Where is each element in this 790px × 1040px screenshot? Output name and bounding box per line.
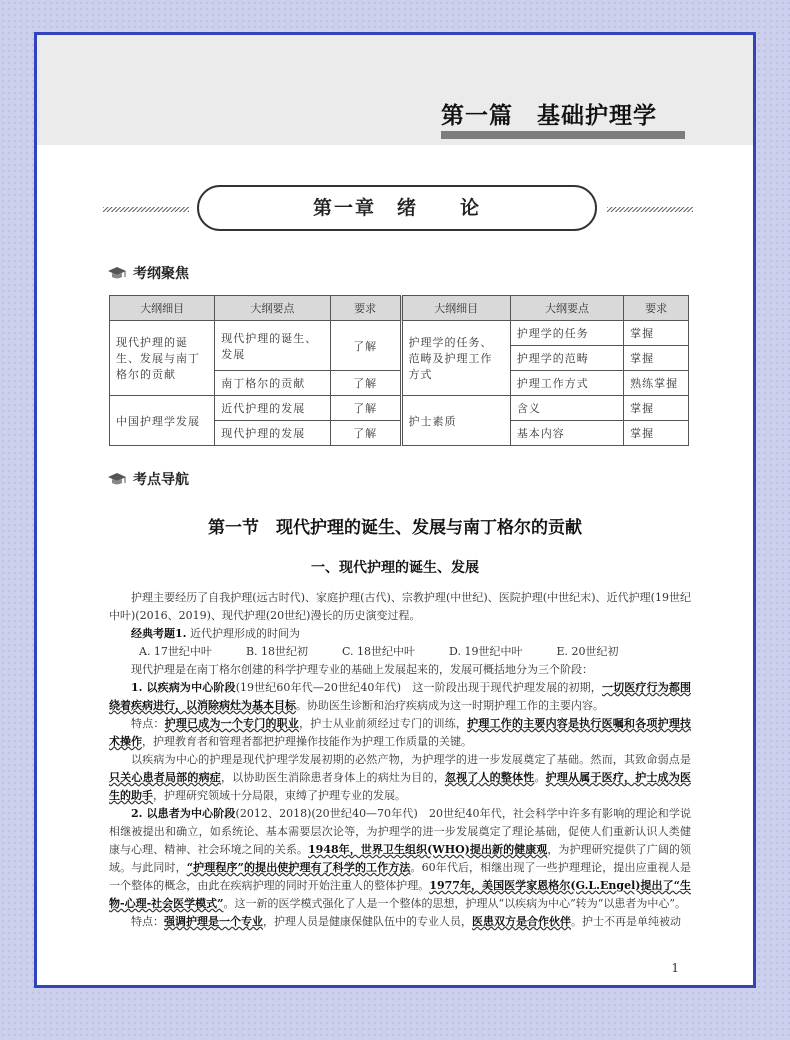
stage-one: [109, 679, 691, 715]
key-point: 护理已成为一个专门的职业: [164, 717, 300, 730]
req-cell: 掌握: [624, 346, 689, 371]
point-cell: 南丁格尔的贡献: [215, 371, 330, 396]
feature-one: [109, 715, 691, 751]
chapter-rule-right: [607, 207, 693, 212]
graduation-cap-icon: [107, 265, 127, 281]
key-point: 忽视了人的整体性: [444, 771, 535, 784]
guide-label-text: 考点导航: [133, 472, 189, 488]
req-cell: 了解: [330, 321, 401, 371]
text-run: 。60年代后，相继出现了一些护理理论，提出应重视人是一个整体的概念，由此在疾病护理的同时开始注重人的整体护理。: [109, 861, 691, 892]
page-number: 1: [671, 961, 679, 975]
key-point: 1977年，美国医学家恩格尔(G.L.Engel)提出了“生物-心理-社会医学模式”: [109, 879, 692, 910]
text-run: ，护理研究领域十分局限，束缚了护理专业的发展。: [153, 789, 406, 802]
chapter-rule-left: [103, 207, 189, 212]
point-cell: 护理工作方式: [510, 371, 623, 396]
stage-two: [109, 805, 691, 913]
key-point: “护理程序”的提出使护理有了科学的工作方法: [186, 861, 411, 874]
section-subtitle: 一、现代护理的诞生、发展: [311, 560, 479, 576]
option-d: D. 19世纪中叶: [449, 645, 523, 658]
option-b: B. 18世纪初: [245, 645, 309, 658]
stage-one-years: (19世纪60年代—20世纪40年代): [235, 681, 402, 694]
paragraph: [109, 751, 691, 805]
req-cell: 了解: [330, 421, 401, 446]
question-text: 近代护理形成的时间为: [189, 627, 300, 640]
text-run: ，以协助医生消除患者身体上的病灶为目的，: [220, 771, 445, 784]
header-cell: 要求: [330, 296, 401, 321]
outline-label: [107, 263, 189, 283]
req-cell: 了解: [330, 371, 401, 396]
text-run: 。: [534, 771, 546, 784]
req-cell: 了解: [330, 396, 401, 421]
point-cell: 含义: [510, 396, 623, 421]
text-run: ，护理人员是健康保健队伍中的专业人员，: [263, 915, 472, 928]
table-row: [110, 321, 689, 346]
key-point: 医患双方是合作伙伴: [472, 915, 571, 928]
guide-label: [107, 469, 189, 489]
header-cell: 要求: [624, 296, 689, 321]
text-run: ，为护理研究提供了广阔的领域。与此同时，: [109, 843, 692, 874]
text-run: 。这一新的医学模式强化了人是一个整体的思想，护理从“以疾病为中心”转为“以患者为中心”。: [223, 897, 686, 910]
graduation-cap-icon: [107, 471, 127, 487]
question-label: 经典考题1.: [131, 627, 187, 640]
section-title: 第一节 现代护理的诞生、发展与南丁格尔的贡献: [208, 518, 582, 538]
topic-cell: 中国护理学发展: [110, 396, 215, 446]
point-cell: 护理学的范畴: [510, 346, 623, 371]
stage-two-title: 2. 以患者为中心阶段: [131, 807, 236, 820]
header-cell: 大纲细目: [110, 296, 215, 321]
topic-cell: 护理学的任务、范畴及护理工作方式: [401, 321, 510, 396]
text-run: ，护士从业前须经过专门的训练，: [299, 717, 468, 730]
stage-one-title: 1. 以疾病为中心阶段: [131, 681, 236, 694]
point-cell: 护理学的任务: [510, 321, 623, 346]
point-cell: 近代护理的发展: [215, 396, 330, 421]
key-point: 强调护理是一个专业: [164, 915, 263, 928]
point-cell: 基本内容: [510, 421, 623, 446]
option-e: E. 20世纪初: [556, 645, 619, 658]
text-run: 这一阶段出现于现代护理发展的初期，: [412, 681, 602, 694]
key-point: 只关心患者局部的病症: [109, 771, 221, 784]
stage-two-years: (2012、2018)(20世纪40—70年代): [235, 807, 418, 820]
key-point: 护理工作的主要内容是执行医嘱和各项护理技术操作: [109, 717, 692, 748]
text-run: 。护士不再是单纯被动: [571, 915, 681, 928]
text-run: 特点：: [131, 717, 165, 730]
option-c: C. 18世纪中叶: [342, 645, 416, 658]
answer-options: [109, 643, 691, 661]
option-a: A. 17世纪中叶: [139, 645, 212, 658]
syllabus-table: [109, 295, 689, 446]
chapter-banner: [103, 185, 693, 233]
book-page: [34, 32, 756, 988]
header-cell: 大纲细目: [401, 296, 510, 321]
header-cell: 大纲要点: [215, 296, 330, 321]
topic-cell: 护士素质: [401, 396, 510, 446]
question-stem: [109, 625, 691, 643]
req-cell: 掌握: [624, 396, 689, 421]
text-run: 20世纪40年代，社会科学中许多有影响的理论和学说相继被提出和确立，如系统论、基本需要层次论等，为护理学的进一步发展奠定了理论基础，促使人们重新认识人类健康与心理、精神、社会环境之间的关系。: [109, 807, 692, 856]
chapter-title: 第一章 绪 论: [197, 185, 597, 231]
point-cell: 现代护理的诞生、发展: [215, 321, 330, 371]
part-title-bar: [441, 131, 685, 139]
key-point: 1948年，世界卫生组织(WHO)提出新的健康观: [308, 843, 548, 856]
key-point: 护理从属于医疗，护士成为医生的助手: [109, 771, 692, 802]
body-text: [109, 589, 691, 931]
table-header-row: [110, 296, 689, 321]
part-title: 第一篇 基础护理学: [441, 103, 657, 129]
page-header: [37, 35, 753, 145]
req-cell: 熟练掌握: [624, 371, 689, 396]
point-cell: 现代护理的发展: [215, 421, 330, 446]
paragraph: 护理主要经历了自我护理(远古时代)、家庭护理(古代)、宗教护理(中世纪)、医院护理(中世纪末)、近代护理(19世纪中叶)(2016、2019)、现代护理(20世纪)漫长的历史演变过程。: [109, 591, 691, 622]
topic-cell: 现代护理的诞生、发展与南丁格尔的贡献: [110, 321, 215, 396]
header-cell: 大纲要点: [510, 296, 623, 321]
req-cell: 掌握: [624, 421, 689, 446]
text-run: 以疾病为中心的护理是现代护理学发展初期的必然产物，为护理学的进一步发展奠定了基础。然而，其致命弱点是: [131, 753, 691, 766]
text-run: ，护理教育者和管理者都把护理操作技能作为护理工作质量的关键。: [142, 735, 472, 748]
table-row: [110, 396, 689, 421]
outline-label-text: 考纲聚焦: [133, 266, 189, 282]
text-run: 特点：: [131, 915, 164, 928]
text-run: 。协助医生诊断和治疗疾病成为这一时期护理工作的主要内容。: [296, 699, 604, 712]
req-cell: 掌握: [624, 321, 689, 346]
feature-two: [109, 913, 691, 931]
paragraph: 现代护理是在南丁格尔创建的科学护理专业的基础上发展起来的，发展可概括地分为三个阶段：: [131, 663, 593, 676]
key-point: 一切医疗行为都围绕着疾病进行，以消除病灶为基本目标: [109, 681, 692, 712]
